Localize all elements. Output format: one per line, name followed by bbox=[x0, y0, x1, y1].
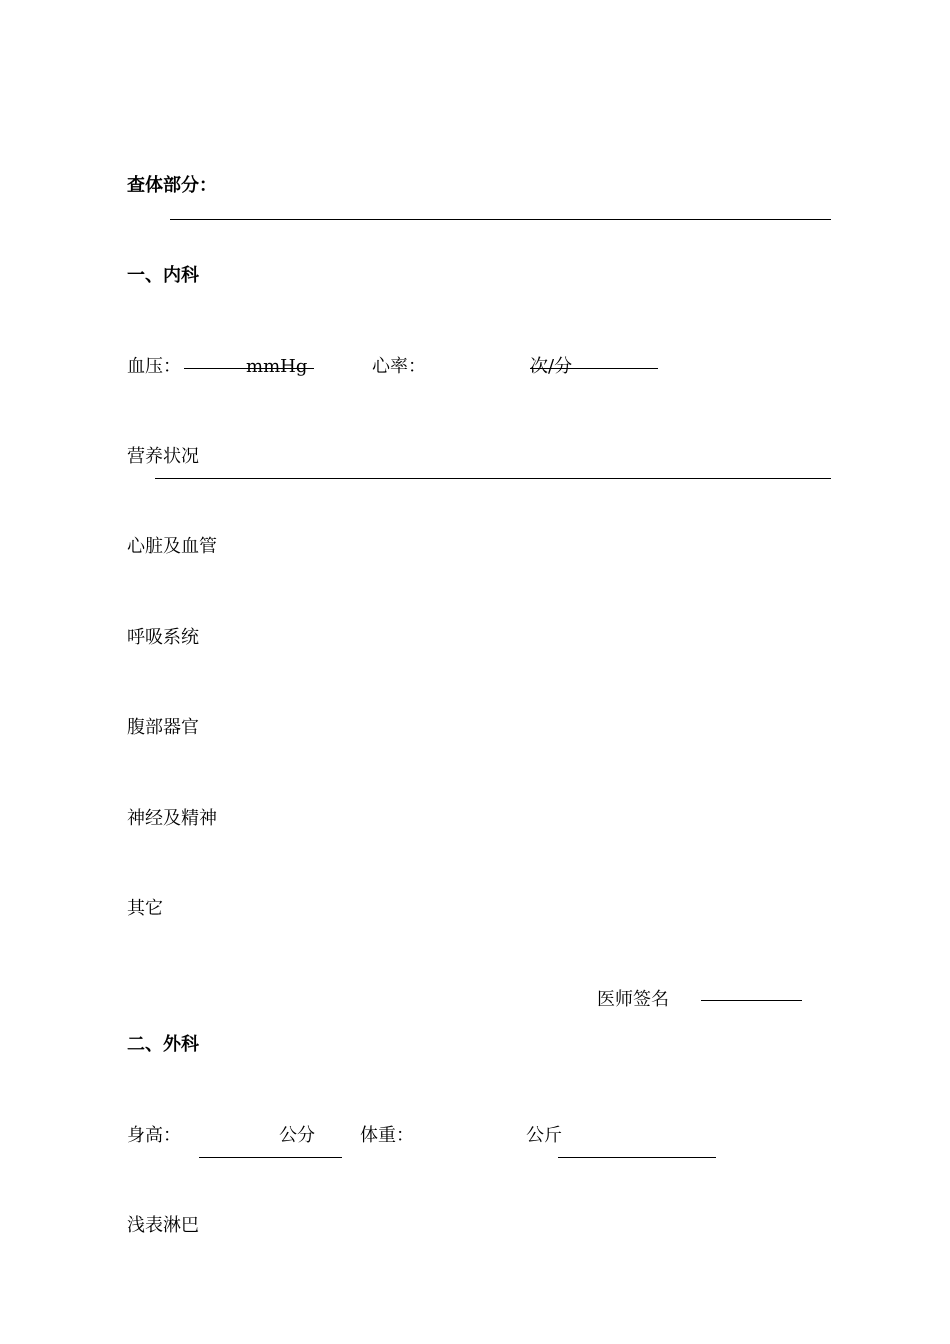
neuro-label: 神经及精神 bbox=[127, 808, 217, 829]
weight-label: 体重： bbox=[360, 1125, 414, 1146]
nutrition-field[interactable] bbox=[155, 478, 831, 479]
height-label: 身高： bbox=[127, 1125, 181, 1146]
section-title: 查体部分： bbox=[127, 175, 217, 196]
blood-pressure-label: 血压： bbox=[127, 356, 181, 377]
height-unit: 公分 bbox=[279, 1125, 315, 1146]
blood-pressure-unit: mmHg bbox=[246, 356, 308, 377]
respiratory-label: 呼吸系统 bbox=[127, 627, 199, 648]
surgery-heading: 二、外科 bbox=[127, 1034, 199, 1055]
heart-rate-unit: 次/分 bbox=[530, 356, 573, 377]
title-underline bbox=[170, 219, 831, 220]
weight-unit: 公斤 bbox=[526, 1125, 562, 1146]
weight-field[interactable] bbox=[558, 1157, 716, 1158]
other-label: 其它 bbox=[127, 898, 163, 919]
internal-heading: 一、内科 bbox=[127, 265, 199, 286]
superficial-lymph-label: 浅表淋巴 bbox=[127, 1215, 199, 1236]
heart-rate-label: 心率： bbox=[372, 356, 426, 377]
nutrition-label: 营养状况 bbox=[127, 446, 199, 467]
height-field[interactable] bbox=[199, 1157, 342, 1158]
doctor-signature-field[interactable] bbox=[701, 1000, 802, 1001]
heart-vessels-label: 心脏及血管 bbox=[127, 536, 217, 557]
doctor-signature-label: 医师签名 bbox=[597, 989, 669, 1010]
abdomen-label: 腹部器官 bbox=[127, 717, 199, 738]
